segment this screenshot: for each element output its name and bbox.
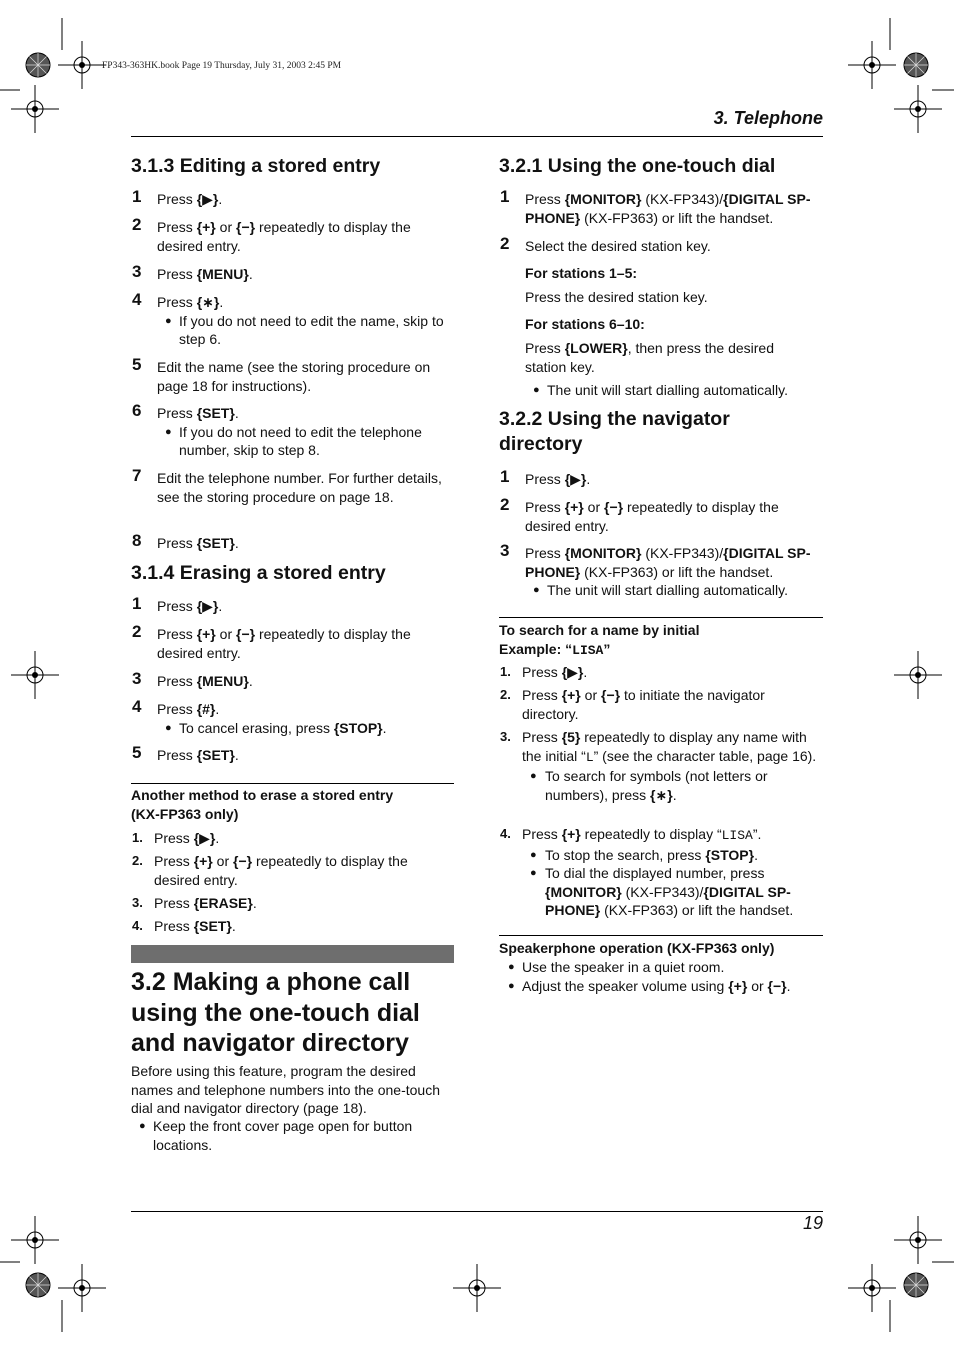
another-method-item-3: 3. Press {ERASE}. <box>132 895 257 911</box>
step-313-7: 7 Edit the telephone number. For further details, see the storing procedure on page 18. <box>132 466 442 505</box>
header-rule <box>131 136 823 137</box>
footer-rule <box>131 1211 823 1212</box>
section-321-title: 3.2.1 Using the one-touch dial <box>499 155 776 177</box>
step-313-1: 1 Press {▶}. <box>132 187 223 207</box>
section-32-intro: Before using this feature, program the desired names and telephone numbers into the one-touch dial and navigator directory (page 18). <box>131 1063 440 1116</box>
another-method-rule <box>131 783 454 784</box>
stations-6-10-label: For stations 6–10: <box>525 316 645 332</box>
speaker-box-bullets: ● Use the speaker in a quiet room. ● Adjust the speaker volume using {+} or {−}. <box>508 959 791 994</box>
chapter-title: 3. Telephone <box>713 108 823 128</box>
step-314-3: 3 Press {MENU}. <box>132 669 253 689</box>
section-314-title: 3.1.4 Erasing a stored entry <box>131 562 386 584</box>
step-322-1: 1 Press {▶}. <box>500 467 591 487</box>
search-item-3: 3. Press {5} repeatedly to display any name with the initial “L” (see the character table, page 16). ● To search for symbols (not letters or numbers), press {∗}. <box>500 729 817 803</box>
step-322-2: 2 Press {+} or {−} repeatedly to display the desired entry. <box>500 495 779 534</box>
step-313-2: 2 Press {+} or {−} repeatedly to display the desired entry. <box>132 215 411 254</box>
step-313-6: 6 Press {SET}. ● If you do not need to edit the telephone number, skip to step 8. <box>132 401 422 458</box>
step-321-2: 2 Select the desired station key. <box>500 234 711 254</box>
step-313-4: 4 Press {∗}. ● If you do not need to edit the name, skip to step 6. <box>132 290 444 347</box>
section-321-bullet: ● The unit will start dialling automatically. <box>533 382 788 398</box>
step-314-5: 5 Press {SET}. <box>132 743 239 763</box>
section-322-title: 3.2.2 Using the navigator directory <box>499 408 730 455</box>
section-32-bullet: ● Keep the front cover page open for button locations. <box>139 1118 413 1153</box>
search-box-example: Example: “LISA” <box>499 641 611 658</box>
speaker-box-title: Speakerphone operation (KX-FP363 only) <box>499 940 775 956</box>
step-314-4: 4 Press {#}. ● To cancel erasing, press {STOP}. <box>132 697 387 736</box>
stations-1-5-label: For stations 1–5: <box>525 265 638 281</box>
search-item-1: 1. Press {▶}. <box>500 664 588 680</box>
another-method-item-1: 1. Press {▶}. <box>132 830 220 846</box>
another-method-title: Another method to erase a stored entry (KX-FP363 only) <box>131 787 394 822</box>
page-number: 19 <box>802 1213 823 1233</box>
step-313-5: 5 Edit the name (see the storing procedure on page 18 for instructions). <box>132 355 431 394</box>
search-item-2: 2. Press {+} or {−} to initiate the navigator directory. <box>500 687 765 722</box>
section-313-title: 3.1.3 Editing a stored entry <box>131 155 381 177</box>
step-314-2: 2 Press {+} or {−} repeatedly to display the desired entry. <box>132 622 411 661</box>
another-method-item-2: 2. Press {+} or {−} repeatedly to display the desired entry. <box>132 853 408 888</box>
step-314-1: 1 Press {▶}. <box>132 594 223 614</box>
section-32-bar <box>131 945 454 963</box>
search-box-rule <box>499 617 823 618</box>
step-313-8: 8 Press {SET}. <box>132 531 239 551</box>
stations-6-10-text: Press {LOWER}, then press the desired station key. <box>525 340 774 375</box>
section-32-title: 3.2 Making a phone call using the one-touch dial and navigator directory <box>131 968 420 1057</box>
step-321-1: 1 Press {MONITOR} (KX-FP343)/{DIGITAL SP-PHONE} (KX-FP363) or lift the handset. <box>500 187 811 226</box>
stations-1-5-text: Press the desired station key. <box>525 289 708 305</box>
another-method-item-4: 4. Press {SET}. <box>132 918 236 934</box>
step-322-3: 3 Press {MONITOR} (KX-FP343)/{DIGITAL SP-PHONE} (KX-FP363) or lift the handset. ● The unit will start dialling automatically. <box>500 541 811 598</box>
search-item-4: 4. Press {+} repeatedly to display “LISA”. ● To stop the search, press {STOP}. ● To dial the displayed number, press {MONITOR} (KX-FP343)/{DIGITAL SP-PHONE} (KX-FP363) or lift the handset. <box>500 826 794 918</box>
search-box-title: To search for a name by initial <box>499 622 700 638</box>
file-info: FP343-363HK.book Page 19 Thursday, July 31, 2003 2:45 PM <box>102 61 342 71</box>
speaker-box-rule <box>499 935 823 936</box>
step-313-3: 3 Press {MENU}. <box>132 262 253 282</box>
